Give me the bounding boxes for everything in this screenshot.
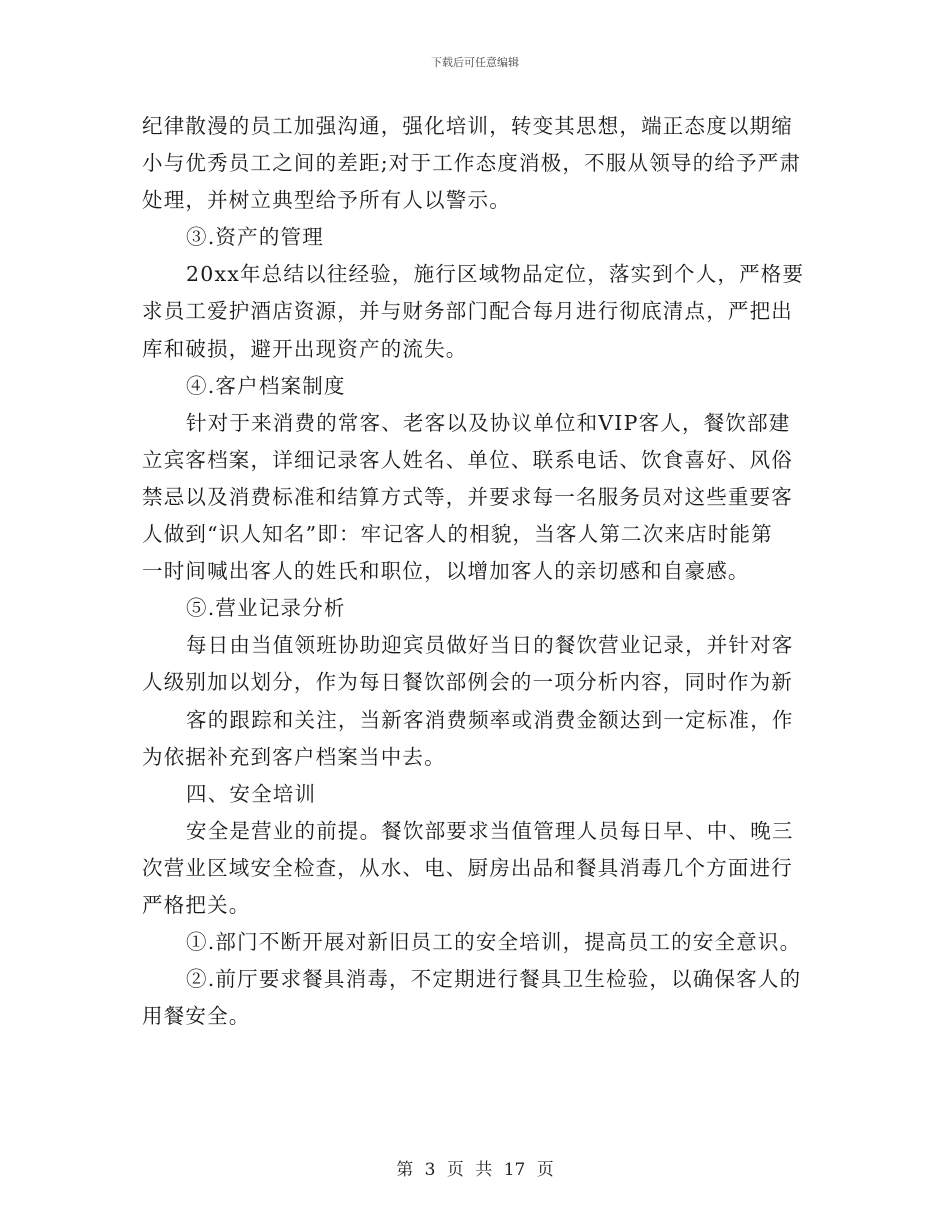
document-body	[142, 108, 810, 1035]
page-number: 第 3 页 共 17 页	[396, 1160, 554, 1180]
text-line: 小与优秀员工之间的差距;对于工作态度消极，不服从领导的给予严肃	[142, 151, 802, 176]
list-item: ①.部门不断开展对新旧员工的安全培训，提高员工的安全意识。	[186, 930, 802, 955]
text-line: 纪律散漫的员工加强沟通，强化培训，转变其思想，端正态度以期缩	[142, 114, 793, 138]
list-item: ②.前厅要求餐具消毒，不定期进行餐具卫生检验，以确保客人的	[186, 967, 802, 992]
paragraph-start: 20xx年总结以往经验，施行区域物品定位，落实到个人，严格要	[186, 262, 805, 287]
text-line: 严格把关。	[142, 892, 251, 917]
text-line: 用餐安全。	[142, 1004, 251, 1029]
text-line: 禁忌以及消费标准和结算方式等，并要求每一名服务员对这些重要客	[142, 484, 793, 509]
paragraph-start: 每日由当值领班协助迎宾员做好当日的餐饮营业记录，并针对客	[186, 633, 794, 658]
text-line: 处理，并树立典型给予所有人以警示。	[142, 188, 511, 213]
paragraph-start: 针对于来消费的常客、老客以及协议单位和VIP客人，餐饮部建	[186, 410, 791, 435]
text-line: 人级别加以划分，作为每日餐饮部例会的一项分析内容，同时作为新	[142, 670, 793, 695]
text-line: 为依据补充到客户档案当中去。	[142, 744, 446, 769]
section-heading: 四、安全培训	[186, 781, 317, 806]
section-heading: ⑤.营业记录分析	[186, 596, 346, 621]
text-line: 立宾客档案，详细记录客人姓名、单位、联系电话、饮食喜好、风俗	[142, 447, 793, 472]
section-heading: ④.客户档案制度	[186, 373, 346, 398]
text-line: 人做到“识人知名”即：牢记客人的相貌，当客人第二次来店时能第	[142, 522, 773, 547]
text-line: 次营业区域安全检查，从水、电、厨房出品和餐具消毒几个方面进行	[142, 855, 793, 880]
page-header-note: 下载后可任意编辑	[431, 56, 519, 69]
paragraph-start: 安全是营业的前提。餐饮部要求当值管理人员每日早、中、晚三	[186, 818, 794, 843]
text-line: 求员工爱护酒店资源，并与财务部门配合每月进行彻底清点，严把出	[142, 299, 793, 324]
text-line: 库和破损，避开出现资产的流失。	[142, 336, 468, 361]
section-heading: ③.资产的管理	[186, 225, 324, 250]
text-line: 一时间喊出客人的姓氏和职位，以增加客人的亲切感和自豪感。	[142, 559, 750, 584]
text-line: 客的跟踪和关注，当新客消费频率或消费金额达到一定标准，作	[186, 707, 794, 732]
